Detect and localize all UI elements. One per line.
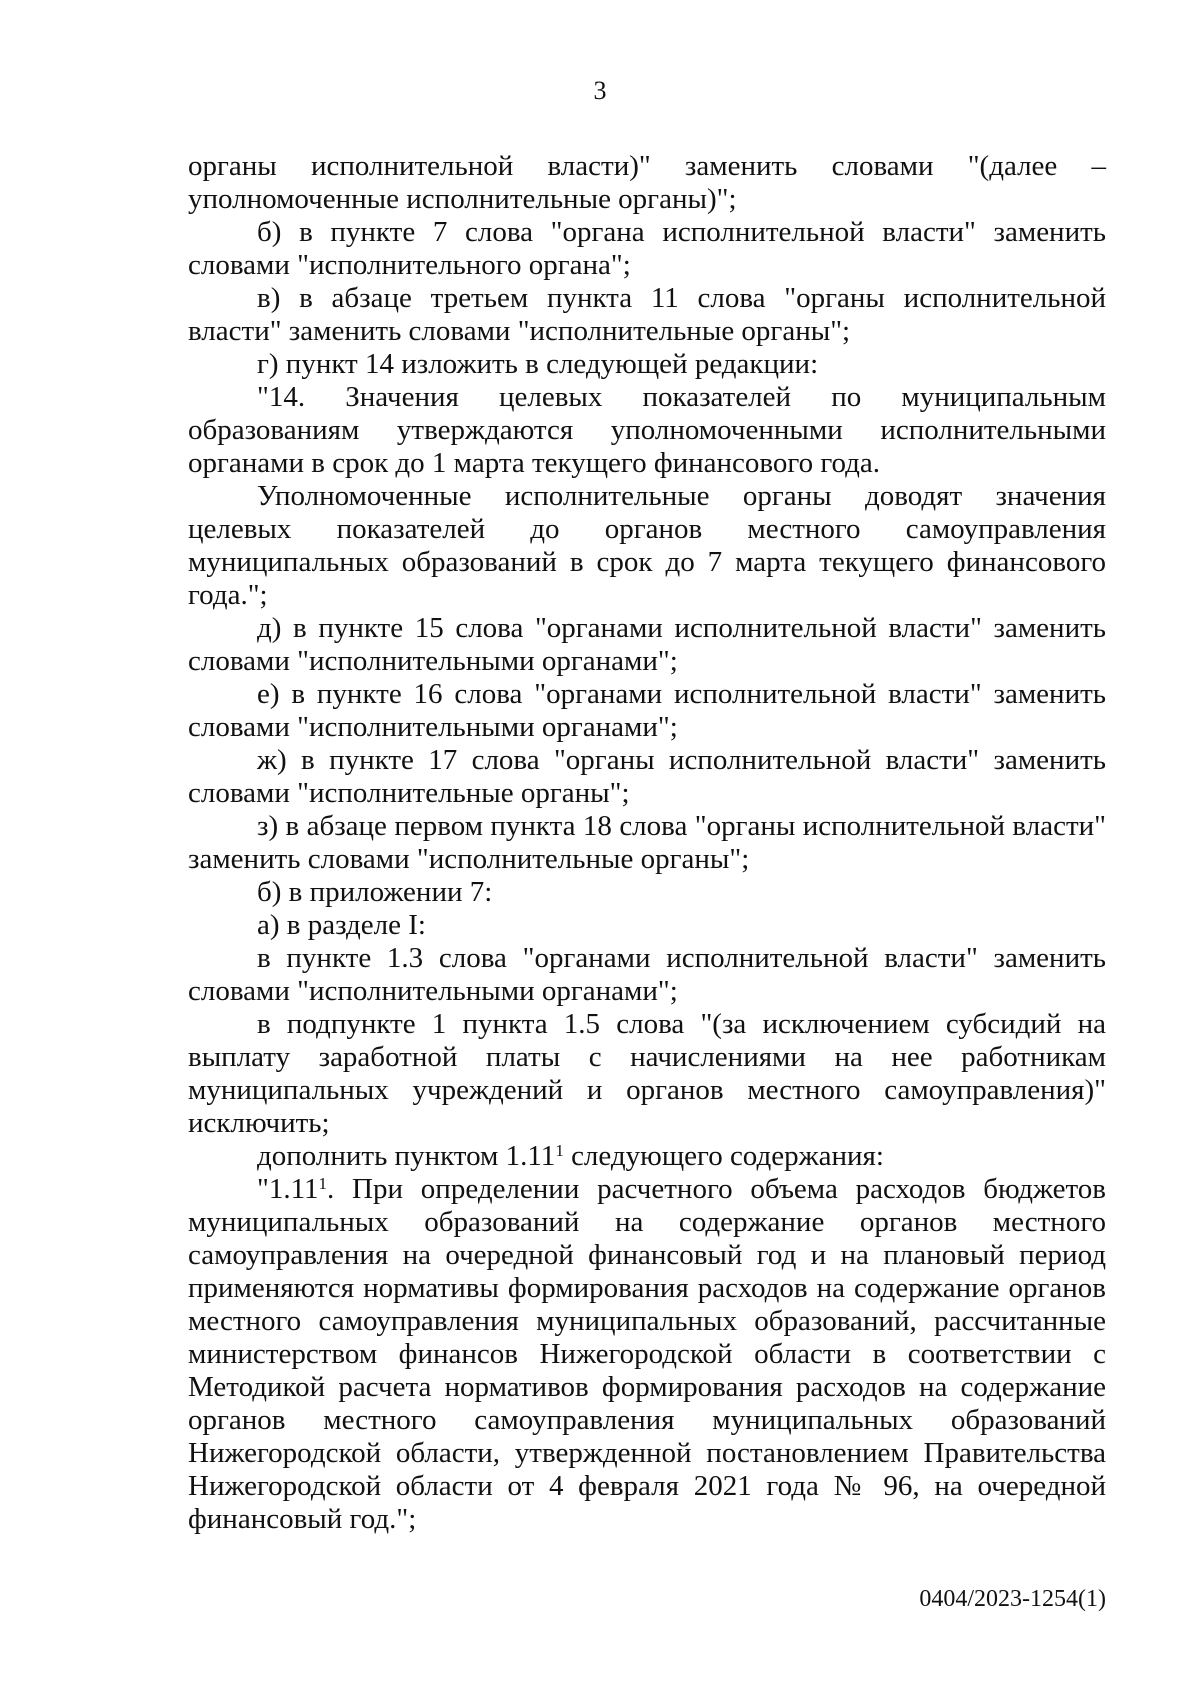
document-code: 0404/2023-1254(1) <box>919 1586 1106 1612</box>
paragraph-appendix-7: б) в приложении 7: <box>257 876 493 908</box>
paragraph-item-zh-point-17: ж) в пункте 17 слова "органы исполнительной власти" заменить словами "исполнительные органы"; <box>188 744 1106 809</box>
paragraph-item-z-point-18: з) в абзаце первом пункта 18 слова "органы исполнительной власти" заменить словами "исполнительные органы"; <box>188 810 1106 875</box>
paragraph-point-1-5: в подпункте 1 пункта 1.5 слова "(за исключением субсидий на выплату заработной платы с начислениями на нее работникам муниципальных учреждений и органов местного самоуправления)" исключить; <box>188 1008 1106 1139</box>
paragraph-quote-point-14-second: Уполномоченные исполнительные органы доводят значения целевых показателей до органов местного самоуправления муниципальных образований в срок до 7 марта текущего финансового года."; <box>188 480 1106 611</box>
paragraph-quote-point-1-11-1 <box>188 1173 1106 1536</box>
paragraph-point-1-3: в пункте 1.3 слова "органами исполнительной власти" заменить словами "исполнительными органами"; <box>188 942 1106 1007</box>
paragraph-quote-point-14: "14. Значения целевых показателей по муниципальным образованиям утверждаются уполномоченными исполнительными органами в срок до 1 марта текущего финансового года. <box>188 381 1106 479</box>
paragraph-continuation: органы исполнительной власти)" заменить словами "(далее – уполномоченные исполнительные органы)"; <box>188 150 1106 215</box>
text-run: . При определении расчетного объема расходов бюджетов муниципальных образований на содержание органов местного самоуправления на очередной финансовый год и на плановый период применяются нормативы формирования расходов на содержание органов местного самоуправления муниципальных образований, рассчитанные министерством финансов Нижегородской области в соответствии с Методикой расчета нормативов формирования расходов на содержание органов местного самоуправления муниципальных образований Нижегородской области, утвержденной постановлением Правительства Нижегородской области от 4 февраля 2021 года № 96, на очередной финансовый год."; <box>188 1173 1106 1535</box>
paragraph-item-e-point-16: е) в пункте 16 слова "органами исполнительной власти" заменить словами "исполнительными органами"; <box>188 678 1106 743</box>
paragraph-item-d-point-15: д) в пункте 15 слова "органами исполнительной власти" заменить словами "исполнительными органами"; <box>188 612 1106 677</box>
text-run: дополнить пунктом 1.11 <box>257 1140 556 1172</box>
page-number: 3 <box>593 76 607 105</box>
text-run: следующего содержания: <box>563 1140 884 1172</box>
document-body <box>188 150 1106 1536</box>
superscript: 1 <box>555 1141 564 1160</box>
paragraph-item-g-point-14: г) пункт 14 изложить в следующей редакции: <box>257 348 819 380</box>
paragraph-item-v-point-11: в) в абзаце третьем пункта 11 слова "органы исполнительной власти" заменить словами "исполнительные органы"; <box>188 282 1106 347</box>
text-run: "1.11 <box>257 1173 319 1205</box>
paragraph-section-1: а) в разделе I: <box>257 909 426 941</box>
paragraph-add-point-1-11-1 <box>188 1140 1106 1173</box>
superscript: 1 <box>318 1174 328 1193</box>
paragraph-item-b-point-7: б) в пункте 7 слова "органа исполнительной власти" заменить словами "исполнительного органа"; <box>188 216 1106 281</box>
